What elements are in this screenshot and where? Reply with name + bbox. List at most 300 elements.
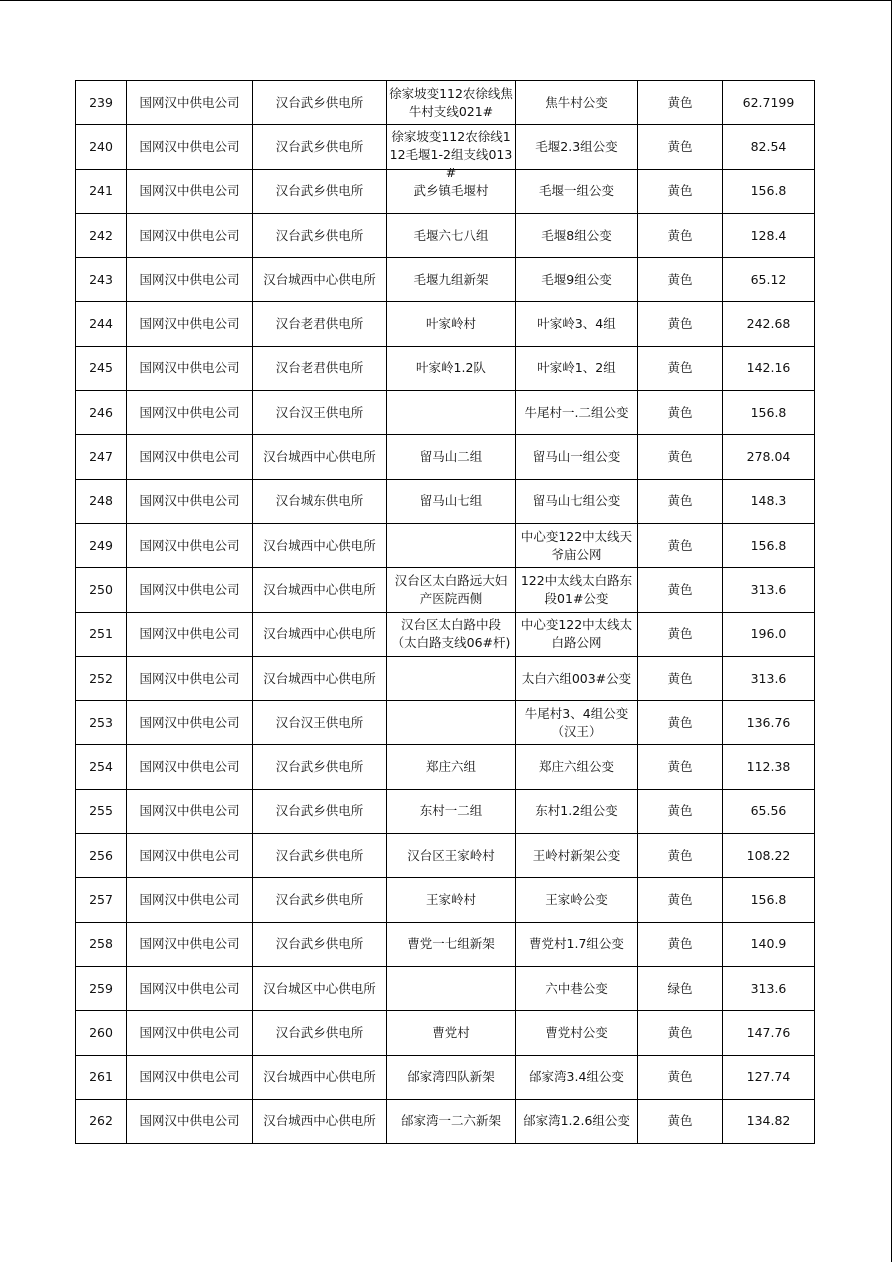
- station-cell-text: 汉台武乡供电所: [275, 936, 364, 952]
- data-table: [75, 80, 815, 1144]
- row-number-cell-text: 247: [89, 449, 113, 465]
- color-cell: [638, 1011, 723, 1055]
- line-cell-text: 叶家岭1.2队: [416, 360, 486, 376]
- transformer-cell-text: 东村1.2组公变: [535, 803, 618, 819]
- color-cell-text: 黄色: [667, 360, 693, 376]
- company-cell-text: 国网汉中供电公司: [139, 316, 240, 332]
- station-cell: [253, 922, 387, 966]
- page-top-rule: [0, 0, 892, 1]
- transformer-cell-text: 王家岭公变: [545, 891, 608, 907]
- company-cell-text: 国网汉中供电公司: [139, 138, 240, 154]
- color-cell-text: 黄色: [667, 271, 693, 287]
- value-cell-text: 128.4: [750, 227, 787, 243]
- line-cell: [387, 1099, 516, 1143]
- value-cell-text: 65.56: [750, 803, 787, 819]
- row-number-cell: [76, 346, 127, 390]
- row-number-cell-text: 243: [89, 271, 113, 287]
- company-cell: [127, 1099, 253, 1143]
- table-row: [76, 391, 815, 435]
- transformer-cell-text: 中心变122中太线天爷庙公网: [520, 528, 633, 562]
- line-cell-text: 汉台区王家岭村: [407, 847, 495, 863]
- value-cell-text: 242.68: [746, 316, 791, 332]
- color-cell-text: 黄色: [667, 537, 693, 553]
- transformer-cell: [516, 258, 638, 302]
- color-cell-text: 黄色: [667, 1024, 693, 1040]
- table-row: [76, 435, 815, 479]
- value-cell: [723, 523, 815, 567]
- value-cell-text: 82.54: [750, 138, 787, 154]
- table-row: [76, 523, 815, 567]
- color-cell-text: 黄色: [667, 626, 693, 642]
- transformer-cell: [516, 213, 638, 257]
- row-number-cell: [76, 435, 127, 479]
- value-cell: [723, 302, 815, 346]
- station-cell: [253, 302, 387, 346]
- station-cell: [253, 1055, 387, 1099]
- row-number-cell-text: 260: [89, 1024, 113, 1040]
- value-cell: [723, 922, 815, 966]
- company-cell-text: 国网汉中供电公司: [139, 227, 240, 243]
- station-cell-text: 汉台武乡供电所: [275, 847, 364, 863]
- row-number-cell-text: 261: [89, 1069, 113, 1085]
- station-cell: [253, 213, 387, 257]
- value-cell-text: 196.0: [750, 626, 787, 642]
- line-cell-text: 叶家岭村: [425, 316, 476, 332]
- color-cell-text: 黄色: [667, 847, 693, 863]
- color-cell: [638, 789, 723, 833]
- company-cell-text: 国网汉中供电公司: [139, 360, 240, 376]
- transformer-cell-text: 焦牛村公变: [545, 94, 608, 110]
- row-number-cell-text: 262: [89, 1113, 113, 1129]
- value-cell: [723, 346, 815, 390]
- station-cell: [253, 878, 387, 922]
- station-cell: [253, 346, 387, 390]
- value-cell-text: 108.22: [746, 847, 791, 863]
- value-cell: [723, 169, 815, 213]
- station-cell-text: 汉台武乡供电所: [275, 183, 364, 199]
- color-cell: [638, 258, 723, 302]
- line-cell: [387, 523, 516, 567]
- color-cell: [638, 391, 723, 435]
- company-cell-text: 国网汉中供电公司: [139, 581, 240, 597]
- transformer-cell-text: 曹党村公变: [545, 1024, 608, 1040]
- transformer-cell: [516, 745, 638, 789]
- row-number-cell: [76, 523, 127, 567]
- company-cell-text: 国网汉中供电公司: [139, 847, 240, 863]
- transformer-cell: [516, 656, 638, 700]
- station-cell-text: 汉台武乡供电所: [275, 94, 364, 110]
- transformer-cell-text: 曹党村1.7组公变: [529, 936, 624, 952]
- company-cell-text: 国网汉中供电公司: [139, 537, 240, 553]
- station-cell-text: 汉台武乡供电所: [275, 803, 364, 819]
- company-cell: [127, 789, 253, 833]
- row-number-cell: [76, 81, 127, 125]
- table-row: [76, 479, 815, 523]
- row-number-cell-text: 246: [89, 404, 113, 420]
- color-cell: [638, 1055, 723, 1099]
- line-cell-text: 邰家湾一二六新架: [400, 1113, 501, 1129]
- value-cell: [723, 213, 815, 257]
- table-body: [76, 81, 815, 1144]
- color-cell-text: 黄色: [667, 1069, 693, 1085]
- value-cell-text: 156.8: [750, 891, 787, 907]
- table-row: [76, 1055, 815, 1099]
- company-cell: [127, 435, 253, 479]
- row-number-cell: [76, 789, 127, 833]
- company-cell: [127, 834, 253, 878]
- station-cell-text: 汉台武乡供电所: [275, 891, 364, 907]
- transformer-cell: [516, 878, 638, 922]
- table-row: [76, 81, 815, 125]
- transformer-cell: [516, 922, 638, 966]
- color-cell: [638, 701, 723, 745]
- transformer-cell: [516, 612, 638, 656]
- company-cell-text: 国网汉中供电公司: [139, 183, 240, 199]
- station-cell-text: 汉台城西中心供电所: [263, 626, 376, 642]
- row-number-cell: [76, 1099, 127, 1143]
- table-row: [76, 346, 815, 390]
- row-number-cell: [76, 966, 127, 1010]
- row-number-cell-text: 242: [89, 227, 113, 243]
- value-cell-text: 313.6: [750, 581, 787, 597]
- transformer-cell-text: 毛堰8组公变: [541, 227, 612, 243]
- row-number-cell: [76, 1055, 127, 1099]
- color-cell: [638, 169, 723, 213]
- row-number-cell-text: 240: [89, 138, 113, 154]
- color-cell: [638, 568, 723, 612]
- value-cell-text: 127.74: [746, 1069, 791, 1085]
- line-cell-text: 毛堰九组新架: [413, 271, 489, 287]
- transformer-cell-text: 邰家湾1.2.6组公变: [523, 1113, 630, 1129]
- transformer-cell-text: 留马山一组公变: [532, 449, 621, 465]
- line-cell: [387, 346, 516, 390]
- station-cell: [253, 523, 387, 567]
- line-cell: [387, 701, 516, 745]
- transformer-cell: [516, 701, 638, 745]
- transformer-cell: [516, 834, 638, 878]
- row-number-cell: [76, 302, 127, 346]
- transformer-cell: [516, 1055, 638, 1099]
- row-number-cell: [76, 258, 127, 302]
- station-cell: [253, 745, 387, 789]
- row-number-cell: [76, 391, 127, 435]
- line-cell: [387, 391, 516, 435]
- line-cell: [387, 302, 516, 346]
- line-cell-text: 邰家湾四队新架: [407, 1069, 495, 1085]
- station-cell: [253, 568, 387, 612]
- transformer-cell-text: 牛尾村一.二组公变: [524, 404, 629, 420]
- row-number-cell-text: 241: [89, 183, 113, 199]
- transformer-cell-text: 毛堰2.3组公变: [535, 138, 618, 154]
- station-cell-text: 汉台汉王供电所: [275, 404, 364, 420]
- color-cell: [638, 479, 723, 523]
- table-row: [76, 1011, 815, 1055]
- color-cell-text: 黄色: [667, 449, 693, 465]
- company-cell-text: 国网汉中供电公司: [139, 714, 240, 730]
- color-cell-text: 黄色: [667, 803, 693, 819]
- line-cell-text: 汉台区太白路远大妇产医院西侧: [394, 572, 508, 606]
- company-cell-text: 国网汉中供电公司: [139, 94, 240, 110]
- transformer-cell: [516, 391, 638, 435]
- row-number-cell: [76, 701, 127, 745]
- value-cell: [723, 125, 815, 169]
- color-cell: [638, 656, 723, 700]
- color-cell-text: 黄色: [667, 891, 693, 907]
- value-cell-text: 313.6: [750, 980, 787, 996]
- value-cell-text: 156.8: [750, 183, 787, 199]
- company-cell-text: 国网汉中供电公司: [139, 626, 240, 642]
- company-cell: [127, 922, 253, 966]
- color-cell-text: 黄色: [667, 759, 693, 775]
- station-cell: [253, 169, 387, 213]
- company-cell: [127, 612, 253, 656]
- value-cell: [723, 966, 815, 1010]
- row-number-cell-text: 257: [89, 891, 113, 907]
- transformer-cell: [516, 81, 638, 125]
- color-cell-text: 黄色: [667, 493, 693, 509]
- line-cell: [387, 1011, 516, 1055]
- row-number-cell-text: 253: [89, 714, 113, 730]
- row-number-cell: [76, 1011, 127, 1055]
- color-cell-text: 黄色: [667, 183, 693, 199]
- station-cell-text: 汉台武乡供电所: [275, 1024, 364, 1040]
- color-cell: [638, 213, 723, 257]
- row-number-cell-text: 258: [89, 936, 113, 952]
- row-number-cell-text: 239: [89, 94, 113, 110]
- transformer-cell: [516, 346, 638, 390]
- transformer-cell: [516, 966, 638, 1010]
- value-cell: [723, 479, 815, 523]
- line-cell: [387, 258, 516, 302]
- table-row: [76, 745, 815, 789]
- value-cell: [723, 745, 815, 789]
- row-number-cell: [76, 479, 127, 523]
- company-cell: [127, 745, 253, 789]
- company-cell-text: 国网汉中供电公司: [139, 271, 240, 287]
- transformer-cell-text: 太白六组003#公变: [521, 670, 632, 686]
- station-cell-text: 汉台城西中心供电所: [263, 1113, 376, 1129]
- row-number-cell-text: 256: [89, 847, 113, 863]
- row-number-cell: [76, 125, 127, 169]
- station-cell-text: 汉台城西中心供电所: [263, 1069, 376, 1085]
- transformer-cell: [516, 1099, 638, 1143]
- row-number-cell-text: 250: [89, 581, 113, 597]
- value-cell-text: 136.76: [746, 714, 791, 730]
- company-cell-text: 国网汉中供电公司: [139, 1024, 240, 1040]
- color-cell: [638, 302, 723, 346]
- value-cell-text: 62.7199: [742, 94, 795, 110]
- station-cell-text: 汉台城西中心供电所: [263, 670, 376, 686]
- line-cell: [387, 966, 516, 1010]
- color-cell-text: 黄色: [667, 670, 693, 686]
- line-cell: [387, 435, 516, 479]
- company-cell: [127, 302, 253, 346]
- line-cell-text: 曹党村: [432, 1024, 470, 1040]
- transformer-cell-text: 122中太线太白路东段01#公变: [520, 572, 633, 606]
- line-cell: [387, 81, 516, 125]
- table-row: [76, 701, 815, 745]
- transformer-cell-text: 六中巷公变: [545, 980, 608, 996]
- company-cell: [127, 258, 253, 302]
- value-cell-text: 278.04: [746, 449, 791, 465]
- value-cell: [723, 789, 815, 833]
- company-cell-text: 国网汉中供电公司: [139, 404, 240, 420]
- station-cell-text: 汉台武乡供电所: [275, 227, 364, 243]
- table-row: [76, 125, 815, 169]
- transformer-cell: [516, 568, 638, 612]
- line-cell-text: 留马山七组: [419, 493, 483, 509]
- line-cell: [387, 789, 516, 833]
- company-cell: [127, 701, 253, 745]
- row-number-cell: [76, 834, 127, 878]
- line-cell: [387, 922, 516, 966]
- transformer-cell: [516, 302, 638, 346]
- station-cell-text: 汉台汉王供电所: [275, 714, 364, 730]
- color-cell: [638, 834, 723, 878]
- row-number-cell-text: 244: [89, 316, 113, 332]
- company-cell-text: 国网汉中供电公司: [139, 980, 240, 996]
- line-cell: [387, 213, 516, 257]
- company-cell: [127, 213, 253, 257]
- row-number-cell: [76, 169, 127, 213]
- row-number-cell-text: 254: [89, 759, 113, 775]
- line-cell-text: 留马山二组: [419, 449, 483, 465]
- company-cell: [127, 125, 253, 169]
- color-cell: [638, 612, 723, 656]
- table-row: [76, 302, 815, 346]
- station-cell: [253, 656, 387, 700]
- table-row: [76, 612, 815, 656]
- value-cell-text: 65.12: [750, 271, 787, 287]
- table-row: [76, 966, 815, 1010]
- color-cell-text: 黄色: [667, 936, 693, 952]
- table-row: [76, 568, 815, 612]
- table-row: [76, 213, 815, 257]
- row-number-cell: [76, 745, 127, 789]
- company-cell-text: 国网汉中供电公司: [139, 759, 240, 775]
- value-cell: [723, 701, 815, 745]
- color-cell-text: 黄色: [667, 581, 693, 597]
- transformer-cell-text: 毛堰一组公变: [538, 183, 614, 199]
- value-cell: [723, 391, 815, 435]
- line-cell-text: 曹党一七组新架: [407, 936, 495, 952]
- table-row: [76, 834, 815, 878]
- line-cell-text: 武乡镇毛堰村: [413, 183, 489, 199]
- table-row: [76, 1099, 815, 1143]
- company-cell: [127, 169, 253, 213]
- station-cell-text: 汉台城东供电所: [275, 493, 364, 509]
- company-cell-text: 国网汉中供电公司: [139, 891, 240, 907]
- row-number-cell: [76, 922, 127, 966]
- transformer-cell-text: 王岭村新架公变: [532, 847, 621, 863]
- value-cell: [723, 1055, 815, 1099]
- line-cell: [387, 612, 516, 656]
- color-cell-text: 黄色: [667, 404, 693, 420]
- color-cell: [638, 966, 723, 1010]
- value-cell-text: 147.76: [746, 1024, 791, 1040]
- row-number-cell: [76, 213, 127, 257]
- station-cell: [253, 1011, 387, 1055]
- value-cell: [723, 1011, 815, 1055]
- company-cell: [127, 656, 253, 700]
- value-cell: [723, 878, 815, 922]
- color-cell: [638, 878, 723, 922]
- table-row: [76, 258, 815, 302]
- station-cell-text: 汉台老君供电所: [275, 360, 364, 376]
- station-cell: [253, 1099, 387, 1143]
- company-cell-text: 国网汉中供电公司: [139, 803, 240, 819]
- value-cell-text: 156.8: [750, 404, 787, 420]
- row-number-cell: [76, 568, 127, 612]
- line-cell-text: 郑庄六组: [425, 759, 476, 775]
- station-cell: [253, 966, 387, 1010]
- station-cell-text: 汉台城西中心供电所: [263, 271, 376, 287]
- value-cell-text: 134.82: [746, 1113, 791, 1129]
- transformer-cell-text: 留马山七组公变: [532, 493, 621, 509]
- row-number-cell-text: 251: [89, 626, 113, 642]
- table-row: [76, 878, 815, 922]
- company-cell: [127, 568, 253, 612]
- table-row: [76, 656, 815, 700]
- transformer-cell: [516, 789, 638, 833]
- value-cell-text: 156.8: [750, 537, 787, 553]
- station-cell-text: 汉台武乡供电所: [275, 759, 364, 775]
- color-cell: [638, 922, 723, 966]
- company-cell-text: 国网汉中供电公司: [139, 936, 240, 952]
- station-cell-text: 汉台城西中心供电所: [263, 537, 376, 553]
- value-cell-text: 142.16: [746, 360, 791, 376]
- color-cell-text: 黄色: [667, 316, 693, 332]
- color-cell: [638, 745, 723, 789]
- line-cell: [387, 1055, 516, 1099]
- value-cell: [723, 612, 815, 656]
- station-cell-text: 汉台武乡供电所: [275, 138, 364, 154]
- transformer-cell: [516, 1011, 638, 1055]
- company-cell-text: 国网汉中供电公司: [139, 1069, 240, 1085]
- transformer-cell: [516, 125, 638, 169]
- row-number-cell-text: 248: [89, 493, 113, 509]
- station-cell-text: 汉台城区中心供电所: [263, 980, 376, 996]
- color-cell-text: 黄色: [667, 94, 693, 110]
- company-cell-text: 国网汉中供电公司: [139, 449, 240, 465]
- station-cell: [253, 612, 387, 656]
- station-cell: [253, 834, 387, 878]
- line-cell-text: 王家岭村: [425, 891, 476, 907]
- value-cell: [723, 435, 815, 479]
- line-cell: [387, 125, 516, 180]
- color-cell: [638, 125, 723, 169]
- row-number-cell: [76, 878, 127, 922]
- company-cell: [127, 523, 253, 567]
- value-cell: [723, 81, 815, 125]
- value-cell-text: 148.3: [750, 493, 787, 509]
- station-cell-text: 汉台老君供电所: [275, 316, 364, 332]
- station-cell: [253, 258, 387, 302]
- color-cell-text: 黄色: [667, 714, 693, 730]
- company-cell: [127, 1011, 253, 1055]
- transformer-cell: [516, 169, 638, 213]
- table-row: [76, 922, 815, 966]
- company-cell: [127, 346, 253, 390]
- color-cell-text: 绿色: [667, 980, 693, 996]
- company-cell-text: 国网汉中供电公司: [139, 670, 240, 686]
- line-cell-text: 东村一二组: [419, 803, 483, 819]
- line-cell: [387, 834, 516, 878]
- company-cell: [127, 1055, 253, 1099]
- color-cell-text: 黄色: [667, 138, 693, 154]
- row-number-cell-text: 252: [89, 670, 113, 686]
- transformer-cell-text: 牛尾村3、4组公变（汉王）: [524, 705, 629, 739]
